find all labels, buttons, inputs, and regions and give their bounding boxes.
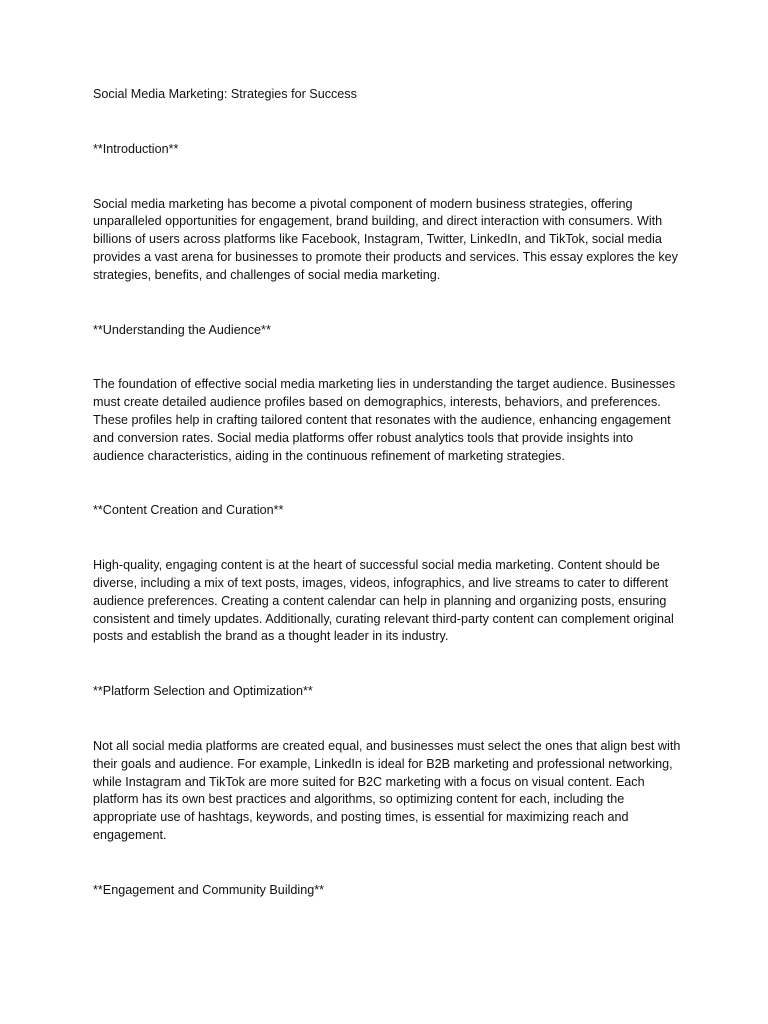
section-heading-understanding-audience: **Understanding the Audience**	[93, 322, 271, 337]
section-heading-content-creation: **Content Creation and Curation**	[93, 503, 284, 518]
section-heading-introduction: **Introduction**	[93, 141, 179, 156]
section-paragraph-platform-selection: Not all social media platforms are created equal, and businesses must select the ones that align best with their goals and audience. For example, LinkedIn is ideal for B2B marketing and professional networking, while Instagram and TikTok are more suited for B2C marketing with a focus on visual content. Each platform has its own best practices and algorithms, so optimizing content for each, including the appropriate use of hashtags, keywords, and posting times, is essential for maximizing reach and engagement.	[93, 738, 681, 842]
section-heading-engagement-community: **Engagement and Community Building**	[93, 882, 325, 897]
section-paragraph-content-creation: High-quality, engaging content is at the heart of successful social media marketing. Content should be diverse, including a mix of text posts, images, videos, infographics, and live streams to cater to different audience preferences. Creating a content calendar can help in planning and organizing posts, ensuring consistent and timely updates. Additionally, curating relevant third-party content can complement original posts and establish the brand as a thought leader in its industry.	[93, 558, 674, 644]
document-title: Social Media Marketing: Strategies for Success	[93, 87, 357, 101]
section-paragraph-understanding-audience: The foundation of effective social media marketing lies in understanding the target audience. Businesses must create detailed audience profiles based on demographics, interests, behaviors, and preferences. These profiles help in crafting tailored content that resonates with the audience, enhancing engagement and conversion rates. Social media platforms offer robust analytics tools that provide insights into audience characteristics, aiding in the continuous refinement of marketing strategies.	[93, 377, 676, 463]
section-paragraph-introduction: Social media marketing has become a pivotal component of modern business strategies, offering unparalleled opportunities for engagement, brand building, and direct interaction with consumers. With billions of users across platforms like Facebook, Instagram, Twitter, LinkedIn, and TikTok, social media provides a vast arena for businesses to promote their products and services. This essay explores the key strategies, benefits, and challenges of social media marketing.	[93, 196, 678, 282]
section-heading-platform-selection: **Platform Selection and Optimization**	[93, 684, 313, 699]
document-body	[93, 86, 683, 937]
